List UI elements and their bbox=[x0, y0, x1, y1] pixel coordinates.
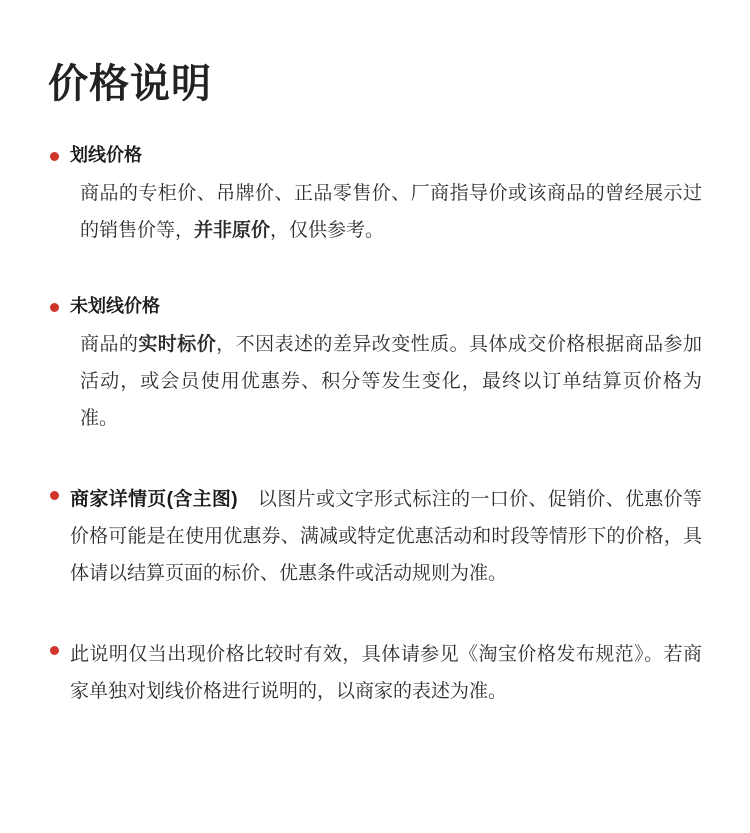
section-body-disclaimer bbox=[70, 636, 702, 710]
text-part-bold: 并非原价 bbox=[194, 220, 271, 242]
text-part: 商品的专柜价、吊牌价、正品零售价、厂商指导价或该商品的曾经展示过的销售价等， bbox=[80, 183, 702, 242]
text-part: 商品的 bbox=[80, 334, 139, 356]
section-merchant-detail-page bbox=[48, 481, 702, 592]
section-body-merchant-detail-page bbox=[70, 481, 702, 592]
bullet-icon bbox=[50, 303, 59, 312]
section-body-unstruck-price bbox=[70, 326, 702, 437]
text-part-bold: 实时标价 bbox=[138, 334, 217, 356]
bullet-icon bbox=[50, 152, 59, 161]
spacer bbox=[48, 277, 702, 293]
section-body-struck-price bbox=[70, 175, 702, 249]
section-unstruck-price bbox=[48, 293, 702, 437]
text-part: ，不因表述的差异改变性质。具体成交价格根据商品参加活动，或会员使用优惠券、积分等发生变化，最终以订单结算页价格为准。 bbox=[80, 334, 702, 430]
spacer bbox=[48, 465, 702, 481]
text-part: 以图片或文字形式标注的一口价、促销价、优惠价等价格可能是在使用优惠券、满减或特定优惠活动和时段等情形下的价格，具体请以结算页面的标价、优惠条件或活动规则为准。 bbox=[70, 489, 702, 585]
spacer bbox=[48, 620, 702, 636]
text-part: 此说明仅当出现价格比较时有效，具体请参见《淘宝价格发布规范》。若商家单独对划线价格进行说明的，以商家的表述为准。 bbox=[70, 644, 702, 703]
section-heading-struck-price: 划线价格 bbox=[70, 145, 142, 165]
text-part: ，仅供参考。 bbox=[270, 220, 385, 242]
bullet-icon bbox=[50, 646, 59, 655]
section-disclaimer bbox=[48, 636, 702, 710]
section-heading-unstruck-price: 未划线价格 bbox=[70, 296, 160, 317]
sections-list bbox=[48, 142, 702, 710]
page-title: 价格说明 bbox=[48, 62, 212, 106]
bullet-icon bbox=[50, 491, 59, 500]
section-inline-heading-merchant-detail-page: 商家详情页(含主图) bbox=[70, 489, 238, 511]
section-struck-price bbox=[48, 142, 702, 249]
